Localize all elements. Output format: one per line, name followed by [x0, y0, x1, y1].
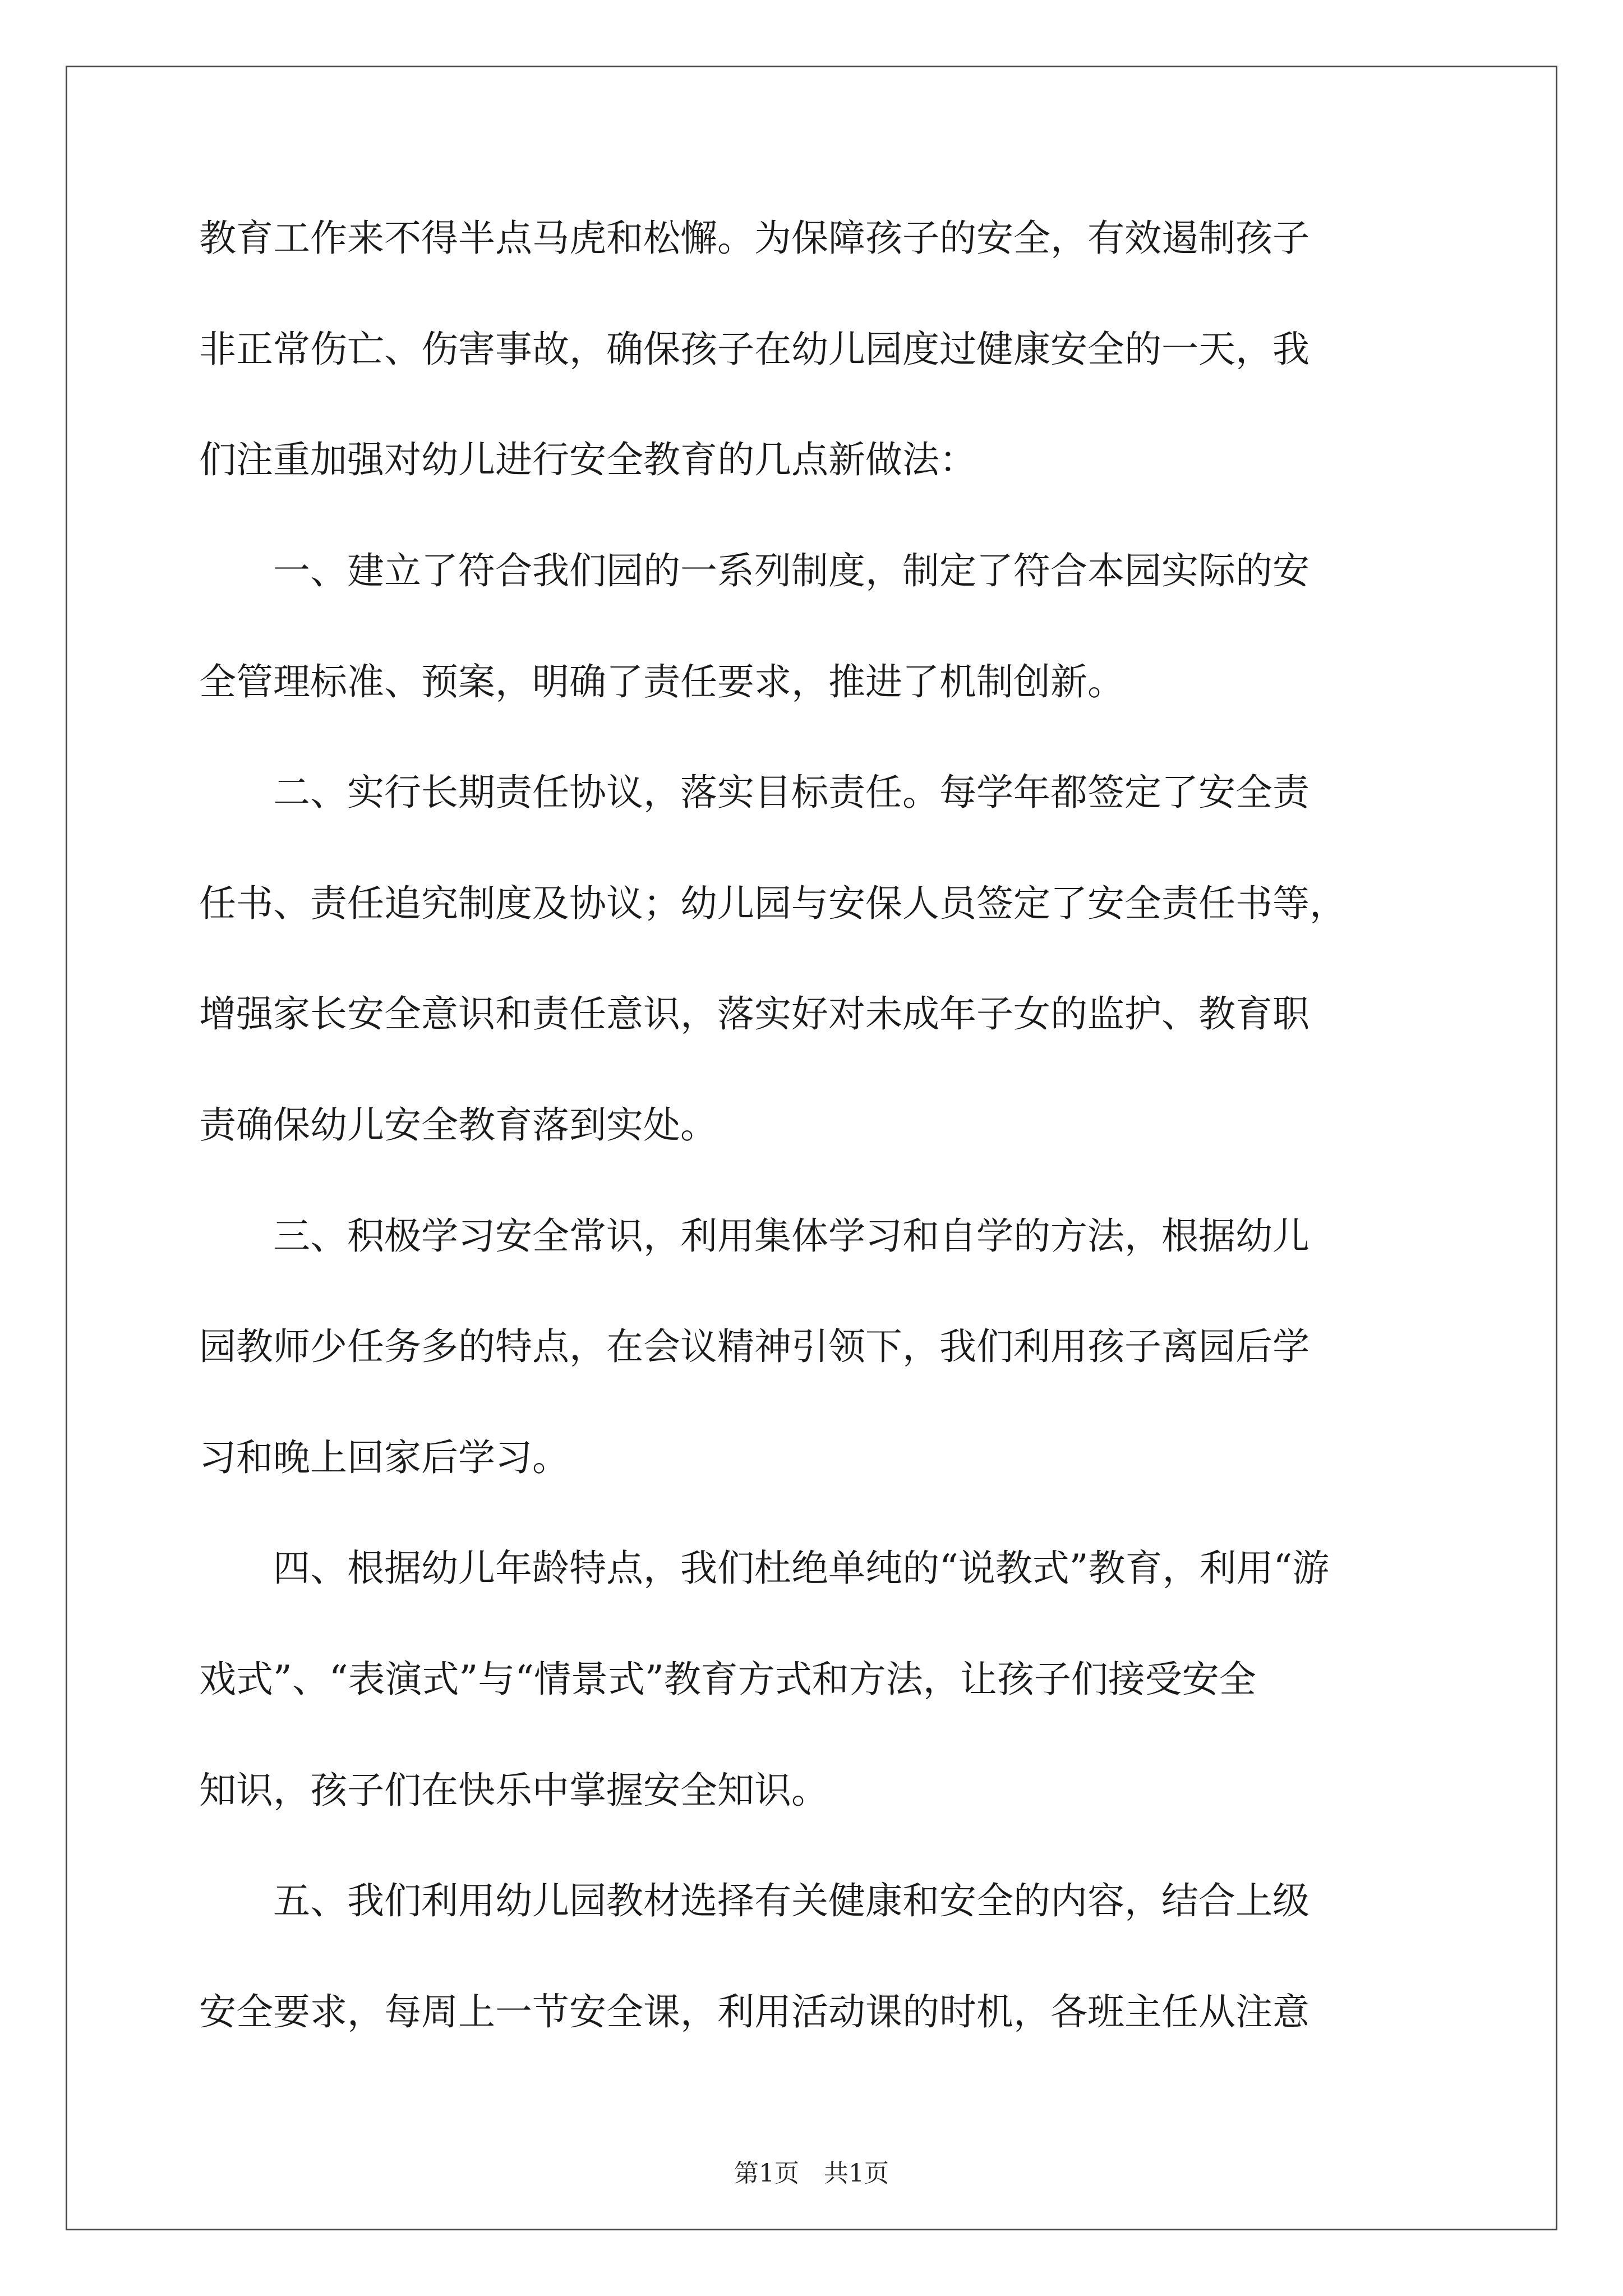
body-line: 二、实行长期责任协议，落实目标责任。每学年都签定了安全责	[199, 771, 1310, 814]
page-number-footer: 第1页 共1页	[734, 2159, 889, 2188]
body-line: 五、我们利用幼儿园教材选择有关健康和安全的内容，结合上级	[199, 1879, 1310, 1922]
body-line: 园教师少任务多的特点，在会议精神引领下，我们利用孩子离园后学	[199, 1325, 1310, 1368]
body-line: 们注重加强对幼儿进行安全教育的几点新做法：	[199, 438, 976, 481]
body-line: 四、根据幼儿年龄特点，我们杜绝单纯的“说教式”教育，利用“游	[199, 1547, 1330, 1590]
body-line: 教育工作来不得半点马虎和松懈。为保障孩子的安全，有效遏制孩子	[199, 217, 1310, 260]
body-line: 一、建立了符合我们园的一系列制度，制定了符合本园实际的安	[199, 549, 1310, 592]
body-line: 三、积极学习安全常识，利用集体学习和自学的方法，根据幼儿	[199, 1214, 1310, 1258]
body-line: 任书、责任追究制度及协议；幼儿园与安保人员签定了安全责任书等，	[199, 882, 1347, 925]
body-line: 戏式”、“表演式”与“情景式”教育方式和方法，让孩子们接受安全	[199, 1658, 1256, 1701]
body-line: 责确保幼儿安全教育落到实处。	[199, 1103, 717, 1147]
body-line: 非正常伤亡、伤害事故，确保孩子在幼儿园度过健康安全的一天，我	[199, 328, 1310, 371]
body-line: 全管理标准、预案，明确了责任要求，推进了机制创新。	[199, 660, 1124, 703]
body-line: 增强家长安全意识和责任意识，落实好对未成年子女的监护、教育职	[199, 992, 1310, 1036]
body-line: 知识，孩子们在快乐中掌握安全知识。	[199, 1769, 828, 1812]
body-line: 安全要求，每周上一节安全课，利用活动课的时机，各班主任从注意	[199, 1990, 1310, 2033]
body-line: 习和晚上回家后学习。	[199, 1436, 569, 1479]
